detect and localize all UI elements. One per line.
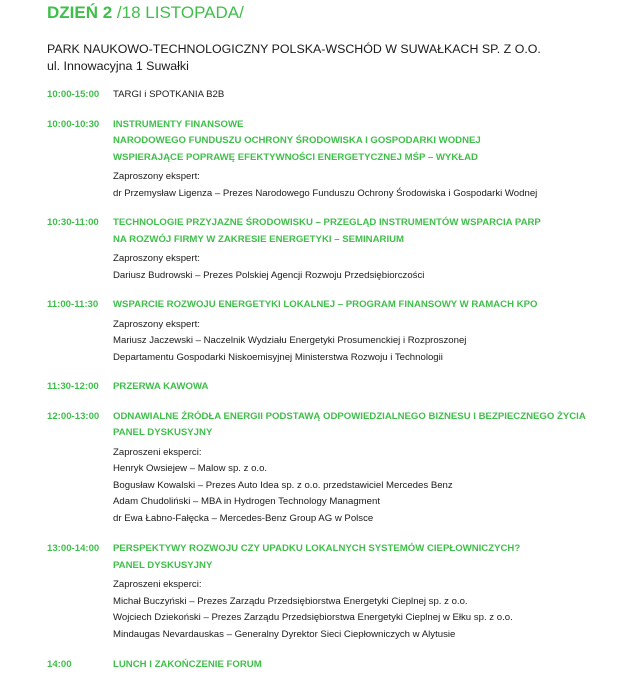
agenda-title-line: NARODOWEGO FUNDUSZU OCHRONY ŚRODOWISKA I GOSPODARKI WODNEJ xyxy=(113,135,481,146)
agenda-time: 12:00-13:00 xyxy=(47,410,100,422)
agenda-time: 11:30-12:00 xyxy=(47,381,99,392)
agenda-title-line: WSPIERAJĄCE POPRAWĘ EFEKTYWNOŚCI ENERGETYCZNEJ MŚP – WYKŁAD xyxy=(113,151,478,163)
agenda-title-line: NA ROZWÓJ FIRMY W ZAKRESIE ENERGETYKI – SEMINARIUM xyxy=(113,233,405,245)
agenda-title-line: ODNAWIALNE ŹRÓDŁA ENERGII PODSTAWĄ ODPOWIEDZIALNEGO BIZNESU I BEZPIECZNEGO ŻYCIA xyxy=(113,410,586,422)
expert-intro: Zaproszeni eksperci: xyxy=(113,446,202,458)
agenda-title-line: WSPARCIE ROZWOJU ENERGETYKI LOKALNEJ – PROGRAM FINANSOWY W RAMACH KPO xyxy=(113,299,538,310)
expert-line: Mindaugas Nevardauskas – Generalny Dyrektor Sieci Ciepłowniczych w Alytusie xyxy=(113,628,456,640)
expert-line: Adam Chudoliński – MBA in Hydrogen Technology Managment xyxy=(113,496,380,507)
agenda-title-line: PANEL DYSKUSYJNY xyxy=(113,559,213,571)
expert-intro: Zaproszeni eksperci: xyxy=(113,579,202,590)
expert-intro: Zaproszony ekspert: xyxy=(113,171,200,182)
agenda-time: 10:00-15:00 xyxy=(47,89,100,100)
agenda-title-line: PANEL DYSKUSYJNY xyxy=(113,427,213,438)
expert-line: Wojciech Dziekoński – Prezes Zarządu Przedsiębiorstwa Energetyki Cieplnej w Ełku sp. z o.o. xyxy=(113,612,513,623)
agenda-title-line: INSTRUMENTY FINANSOWE xyxy=(113,118,244,130)
agenda-time: 10:30-11:00 xyxy=(47,217,99,228)
expert-line: Henryk Owsiejew – Malow sp. z o.o. xyxy=(113,463,268,474)
agenda-item-lunch xyxy=(47,657,617,674)
expert-line: dr Przemysław Ligenza – Prezes Narodowego Funduszu Ochrony Środowiska i Gospodarki Wodnej xyxy=(113,187,538,199)
agenda-item-heating-panel xyxy=(47,541,617,643)
agenda-time: 13:00-14:00 xyxy=(47,543,100,554)
expert-line: Michał Buczyński – Prezes Zarządu Przedsiębiorstwa Energetyki Cieplnej sp. z o.o. xyxy=(113,595,468,607)
venue-address: ul. Innowacyjna 1 Suwałki xyxy=(47,59,189,73)
agenda-title: TARGI i SPOTKANIA B2B xyxy=(113,89,225,100)
expert-line: Mariusz Jaczewski – Naczelnik Wydziału Energetyki Prosumenckiej i Rozproszonej xyxy=(113,335,467,346)
agenda-list xyxy=(47,87,617,674)
agenda-title-line: PERSPEKTYWY ROZWOJU CZY UPADKU LOKALNYCH SYSTEMÓW CIEPŁOWNICZYCH? xyxy=(113,543,521,554)
expert-line: Bogusław Kowalski – Prezes Auto Idea sp. z o.o. przedstawiciel Mercedes Benz xyxy=(113,479,453,491)
agenda-item-oze-panel xyxy=(47,409,617,528)
agenda-item-targi xyxy=(47,87,617,104)
agenda-title-line: LUNCH I ZAKOŃCZENIE FORUM xyxy=(113,659,262,670)
venue-name: PARK NAUKOWO-TECHNOLOGICZNY POLSKA-WSCHÓD W SUWAŁKACH SP. Z O.O. xyxy=(47,42,541,56)
venue-block xyxy=(47,41,541,75)
agenda-title-line: TECHNOLOGIE PRZYJAZNE ŚRODOWISKU – PRZEGLĄD INSTRUMENTÓW WSPARCIA PARP xyxy=(113,217,541,228)
expert-line: Dariusz Budrowski – Prezes Polskiej Agencji Rozwoju Przedsiębiorczości xyxy=(113,269,425,281)
day-date: /18 LISTOPADA/ xyxy=(112,3,244,22)
agenda-time: 11:00-11:30 xyxy=(47,299,99,310)
agenda-time: 10:00-10:30 xyxy=(47,118,100,130)
day-heading xyxy=(47,2,244,24)
agenda-title-line: PRZERWA KAWOWA xyxy=(113,381,209,392)
expert-line: Departamentu Gospodarki Niskoemisyjnej Ministerstwa Rozwoju i Technologii xyxy=(113,351,443,363)
agenda-item-coffee-break xyxy=(47,379,617,396)
agenda-time: 14:00 xyxy=(47,659,72,670)
agenda-item-kpo xyxy=(47,297,617,366)
day-label: DZIEŃ 2 xyxy=(47,3,113,22)
agenda-item-nfosigw xyxy=(47,117,617,203)
expert-line: dr Ewa Łabno-Fałęcka – Mercedes-Benz Group AG w Polsce xyxy=(113,512,374,524)
agenda-item-parp xyxy=(47,215,617,284)
expert-intro: Zaproszony ekspert: xyxy=(113,253,200,264)
expert-intro: Zaproszony ekspert: xyxy=(113,318,200,330)
